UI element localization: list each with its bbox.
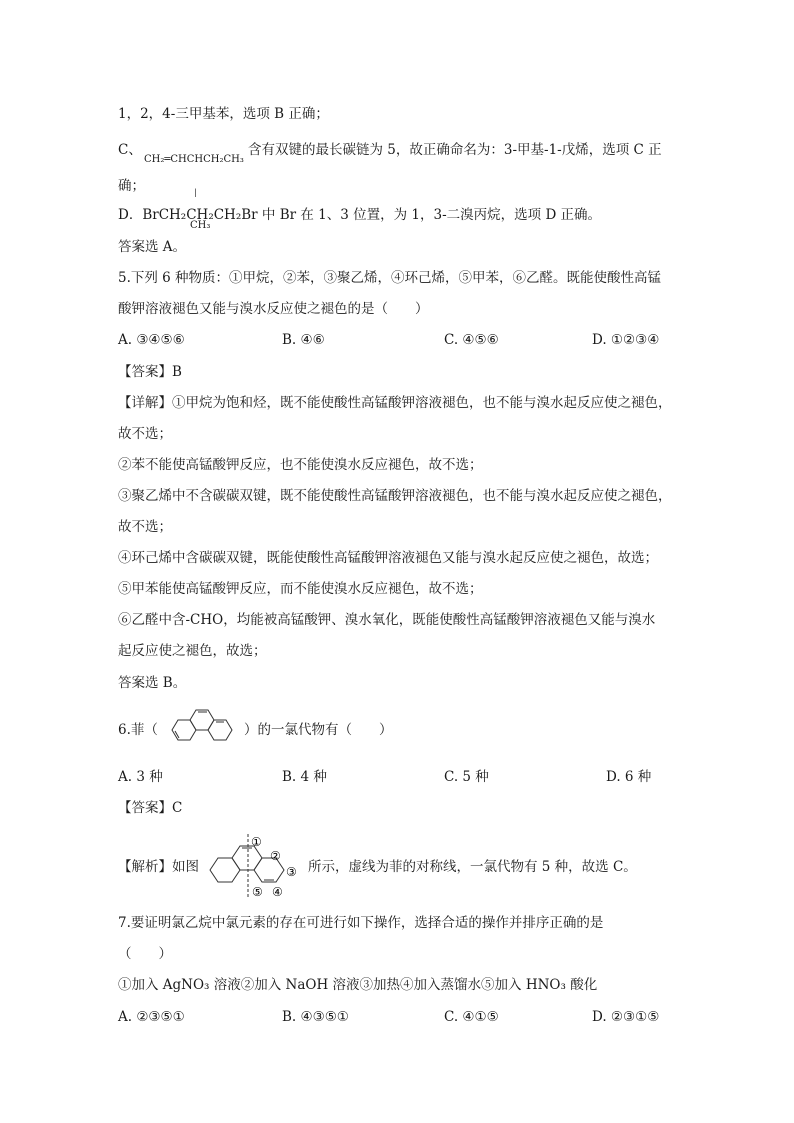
- q5-detail: ②苯不能使高锰酸钾反应，也不能使溴水反应褪色，故不选；: [118, 457, 483, 473]
- q5-detail: 故不选；: [118, 519, 172, 535]
- formula-main: CH₂═CHCHCH₂CH₃: [144, 154, 244, 165]
- question-6-prefix: 6.菲（: [118, 722, 158, 738]
- question-7-stem: 7.要证明氯乙烷中氯元素的存在可进行如下操作，选择合适的操作并排序正确的是: [118, 915, 604, 931]
- q5-answer: 【答案】B: [118, 364, 182, 380]
- q6-option-c: C. 5 种: [444, 769, 489, 785]
- q5-conclusion: 答案选 B。: [118, 675, 187, 691]
- q5-detail: ④环己烯中含碳碳双键，既能使酸性高锰酸钾溶液褪色又能与溴水起反应使之褪色，故选；: [118, 550, 658, 566]
- phenanthrene-structure: [166, 710, 242, 750]
- q5-detail: 【详解】①甲烷为饱和烃，既不能使酸性高锰酸钾溶液褪色，也不能与溴水起反应使之褪色，: [118, 395, 672, 411]
- phenanthrene-symmetry-diagram: [206, 832, 306, 900]
- q5-detail: ⑥乙醛中含-CHO，均能被高锰酸钾、溴水氧化，既能使酸性高锰酸钾溶液褪色又能与溴水: [118, 612, 656, 628]
- q6-option-a: A. 3 种: [118, 769, 163, 785]
- q5-detail: 起反应使之褪色，故选；: [118, 643, 267, 659]
- formula-branch: CH₃: [190, 220, 211, 231]
- q5-option-d: D. ①②③④: [592, 332, 660, 348]
- question-7-steps: ①加入 AgNO₃ 溶液②加入 NaOH 溶液③加热④加入蒸馏水⑤加入 HNO₃ 酸化: [118, 977, 598, 993]
- q5-detail: ③聚乙烯中不含碳碳双键，既不能使酸性高锰酸钾溶液褪色，也不能与溴水起反应使之褪色，: [118, 488, 672, 504]
- position-label: ①: [251, 835, 262, 849]
- q5-detail: ⑤甲苯能使高锰酸钾反应，而不能使溴水反应褪色，故不选；: [118, 581, 483, 597]
- text-line: D．BrCH₂CH₂CH₂Br 中 Br 在 1、3 位置，为 1，3-二溴丙烷，选项 D 正确。: [118, 207, 602, 223]
- text-line: 1，2，4-三甲基苯，选项 B 正确；: [118, 106, 329, 122]
- question-5-stem: 酸钾溶液褪色又能与溴水反应使之褪色的是（ ）: [118, 301, 429, 317]
- q5-option-b: B. ④⑥: [282, 332, 325, 348]
- position-label: ③: [286, 865, 297, 879]
- question-7-stem: （ ）: [118, 946, 172, 962]
- q7-option-c: C. ④①⑤: [444, 1009, 499, 1025]
- structural-formula: CH₂═CHCHCH₂CH₃ | CH₃: [144, 154, 244, 231]
- q6-option-b: B. 4 种: [282, 769, 327, 785]
- text-line-prefix: C、: [118, 142, 142, 158]
- q6-explanation-prefix: 【解析】如图: [118, 859, 199, 875]
- q6-explanation-suffix: 所示，虚线为菲的对称线，一氯代物有 5 种，故选 C。: [308, 859, 637, 875]
- q6-answer: 【答案】C: [118, 800, 183, 816]
- q5-option-a: A. ③④⑤⑥: [118, 332, 185, 348]
- q7-option-d: D. ②③①⑤: [592, 1009, 660, 1025]
- position-label: ②: [270, 849, 281, 863]
- question-6-suffix: ）的一氯代物有（ ）: [244, 722, 393, 738]
- q7-option-b: B. ④③⑤①: [282, 1009, 349, 1025]
- q6-option-d: D. 6 种: [606, 769, 652, 785]
- q5-detail: 故不选；: [118, 426, 172, 442]
- question-5-stem: 5.下列 6 种物质：①甲烷，②苯，③聚乙烯，④环己烯，⑤甲苯，⑥乙醛。既能使酸性高锰: [118, 270, 662, 286]
- text-line: 答案选 A。: [118, 239, 187, 255]
- q7-option-a: A. ②③⑤①: [118, 1009, 185, 1025]
- text-line: 含有双键的最长碳链为 5，故正确命名为：3-甲基-1-戊烯，选项 C 正: [248, 142, 662, 158]
- q5-option-c: C. ④⑤⑥: [444, 332, 499, 348]
- position-label: ④: [272, 885, 283, 899]
- text-line: 确；: [118, 178, 145, 194]
- position-label: ⑤: [252, 885, 263, 899]
